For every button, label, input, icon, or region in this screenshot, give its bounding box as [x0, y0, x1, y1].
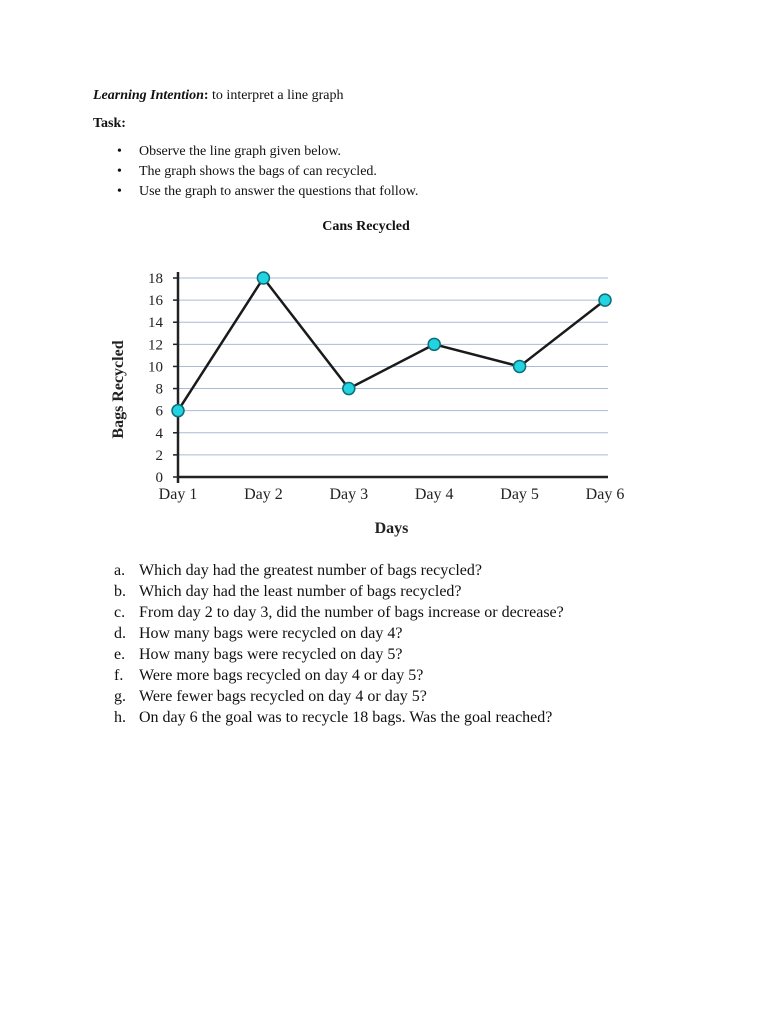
- x-tick-label: Day 3: [329, 486, 369, 503]
- y-tick-label: 4: [155, 425, 163, 442]
- y-tick-label: 14: [148, 315, 163, 332]
- question-item: [114, 561, 564, 582]
- question-text: How many bags were recycled on day 5?: [139, 646, 403, 663]
- x-tick-label: Day 6: [585, 486, 625, 503]
- y-tick-label: 10: [148, 359, 163, 376]
- question-text: Which day had the greatest number of bags recycled?: [139, 562, 482, 579]
- question-text: Were fewer bags recycled on day 4 or day 5?: [139, 688, 427, 705]
- question-text: From day 2 to day 3, did the number of bags increase or decrease?: [139, 604, 564, 621]
- question-letter: b.: [114, 583, 126, 600]
- learning-intention: [93, 88, 343, 104]
- question-letter: g.: [114, 688, 126, 705]
- question-list: [114, 561, 564, 729]
- learning-intention-colon: :: [203, 88, 209, 103]
- task-bullet-list: [117, 144, 418, 204]
- question-letter: c.: [114, 604, 126, 621]
- task-heading: Task:: [93, 116, 126, 131]
- y-tick-label: 18: [148, 271, 163, 287]
- question-letter: e.: [114, 646, 126, 663]
- task-bullet: • Use the graph to answer the questions that follow.: [117, 184, 418, 204]
- y-tick-label: 6: [155, 403, 163, 420]
- task-bullet: • Observe the line graph given below.: [117, 144, 418, 164]
- x-tick-label: Day 5: [500, 486, 539, 503]
- question-text: How many bags were recycled on day 4?: [139, 625, 403, 642]
- question-text: On day 6 the goal was to recycle 18 bags. Was the goal reached?: [139, 709, 553, 726]
- y-tick-label: 12: [148, 337, 163, 354]
- question-letter: f.: [114, 667, 124, 684]
- question-item: [114, 582, 564, 603]
- question-letter: a.: [114, 562, 126, 579]
- task-bullet: • The graph shows the bags of can recycled.: [117, 164, 418, 184]
- question-text: Were more bags recycled on day 4 or day 5?: [139, 667, 424, 684]
- x-tick-label: Day 1: [158, 486, 198, 503]
- data-point: [599, 294, 611, 306]
- data-point: [343, 383, 355, 395]
- data-point: [172, 405, 184, 417]
- learning-intention-text: to interpret a line graph: [208, 88, 344, 103]
- question-letter: h.: [114, 709, 126, 726]
- question-text: Which day had the least number of bags recycled?: [139, 583, 462, 600]
- y-tick-label: 0: [155, 470, 163, 486]
- question-item: [114, 666, 564, 687]
- x-axis-label: Days: [374, 520, 409, 537]
- chart-title: Cans Recycled: [322, 219, 410, 234]
- learning-intention-label: Learning Intention: [93, 88, 204, 103]
- question-item: [114, 645, 564, 666]
- y-tick-label: 8: [155, 381, 163, 398]
- data-point: [514, 360, 526, 372]
- data-point: [428, 338, 440, 350]
- line-chart: [100, 255, 640, 545]
- question-item: [114, 708, 564, 729]
- y-tick-label: 16: [148, 293, 163, 310]
- question-letter: d.: [114, 625, 126, 642]
- y-axis-label: Bags Recycled: [110, 340, 127, 439]
- x-tick-label: Day 4: [414, 486, 454, 503]
- question-item: [114, 624, 564, 645]
- x-tick-label: Day 2: [244, 486, 283, 503]
- data-point: [257, 272, 269, 284]
- y-tick-label: 2: [155, 447, 163, 464]
- question-item: [114, 687, 564, 708]
- question-item: [114, 603, 564, 624]
